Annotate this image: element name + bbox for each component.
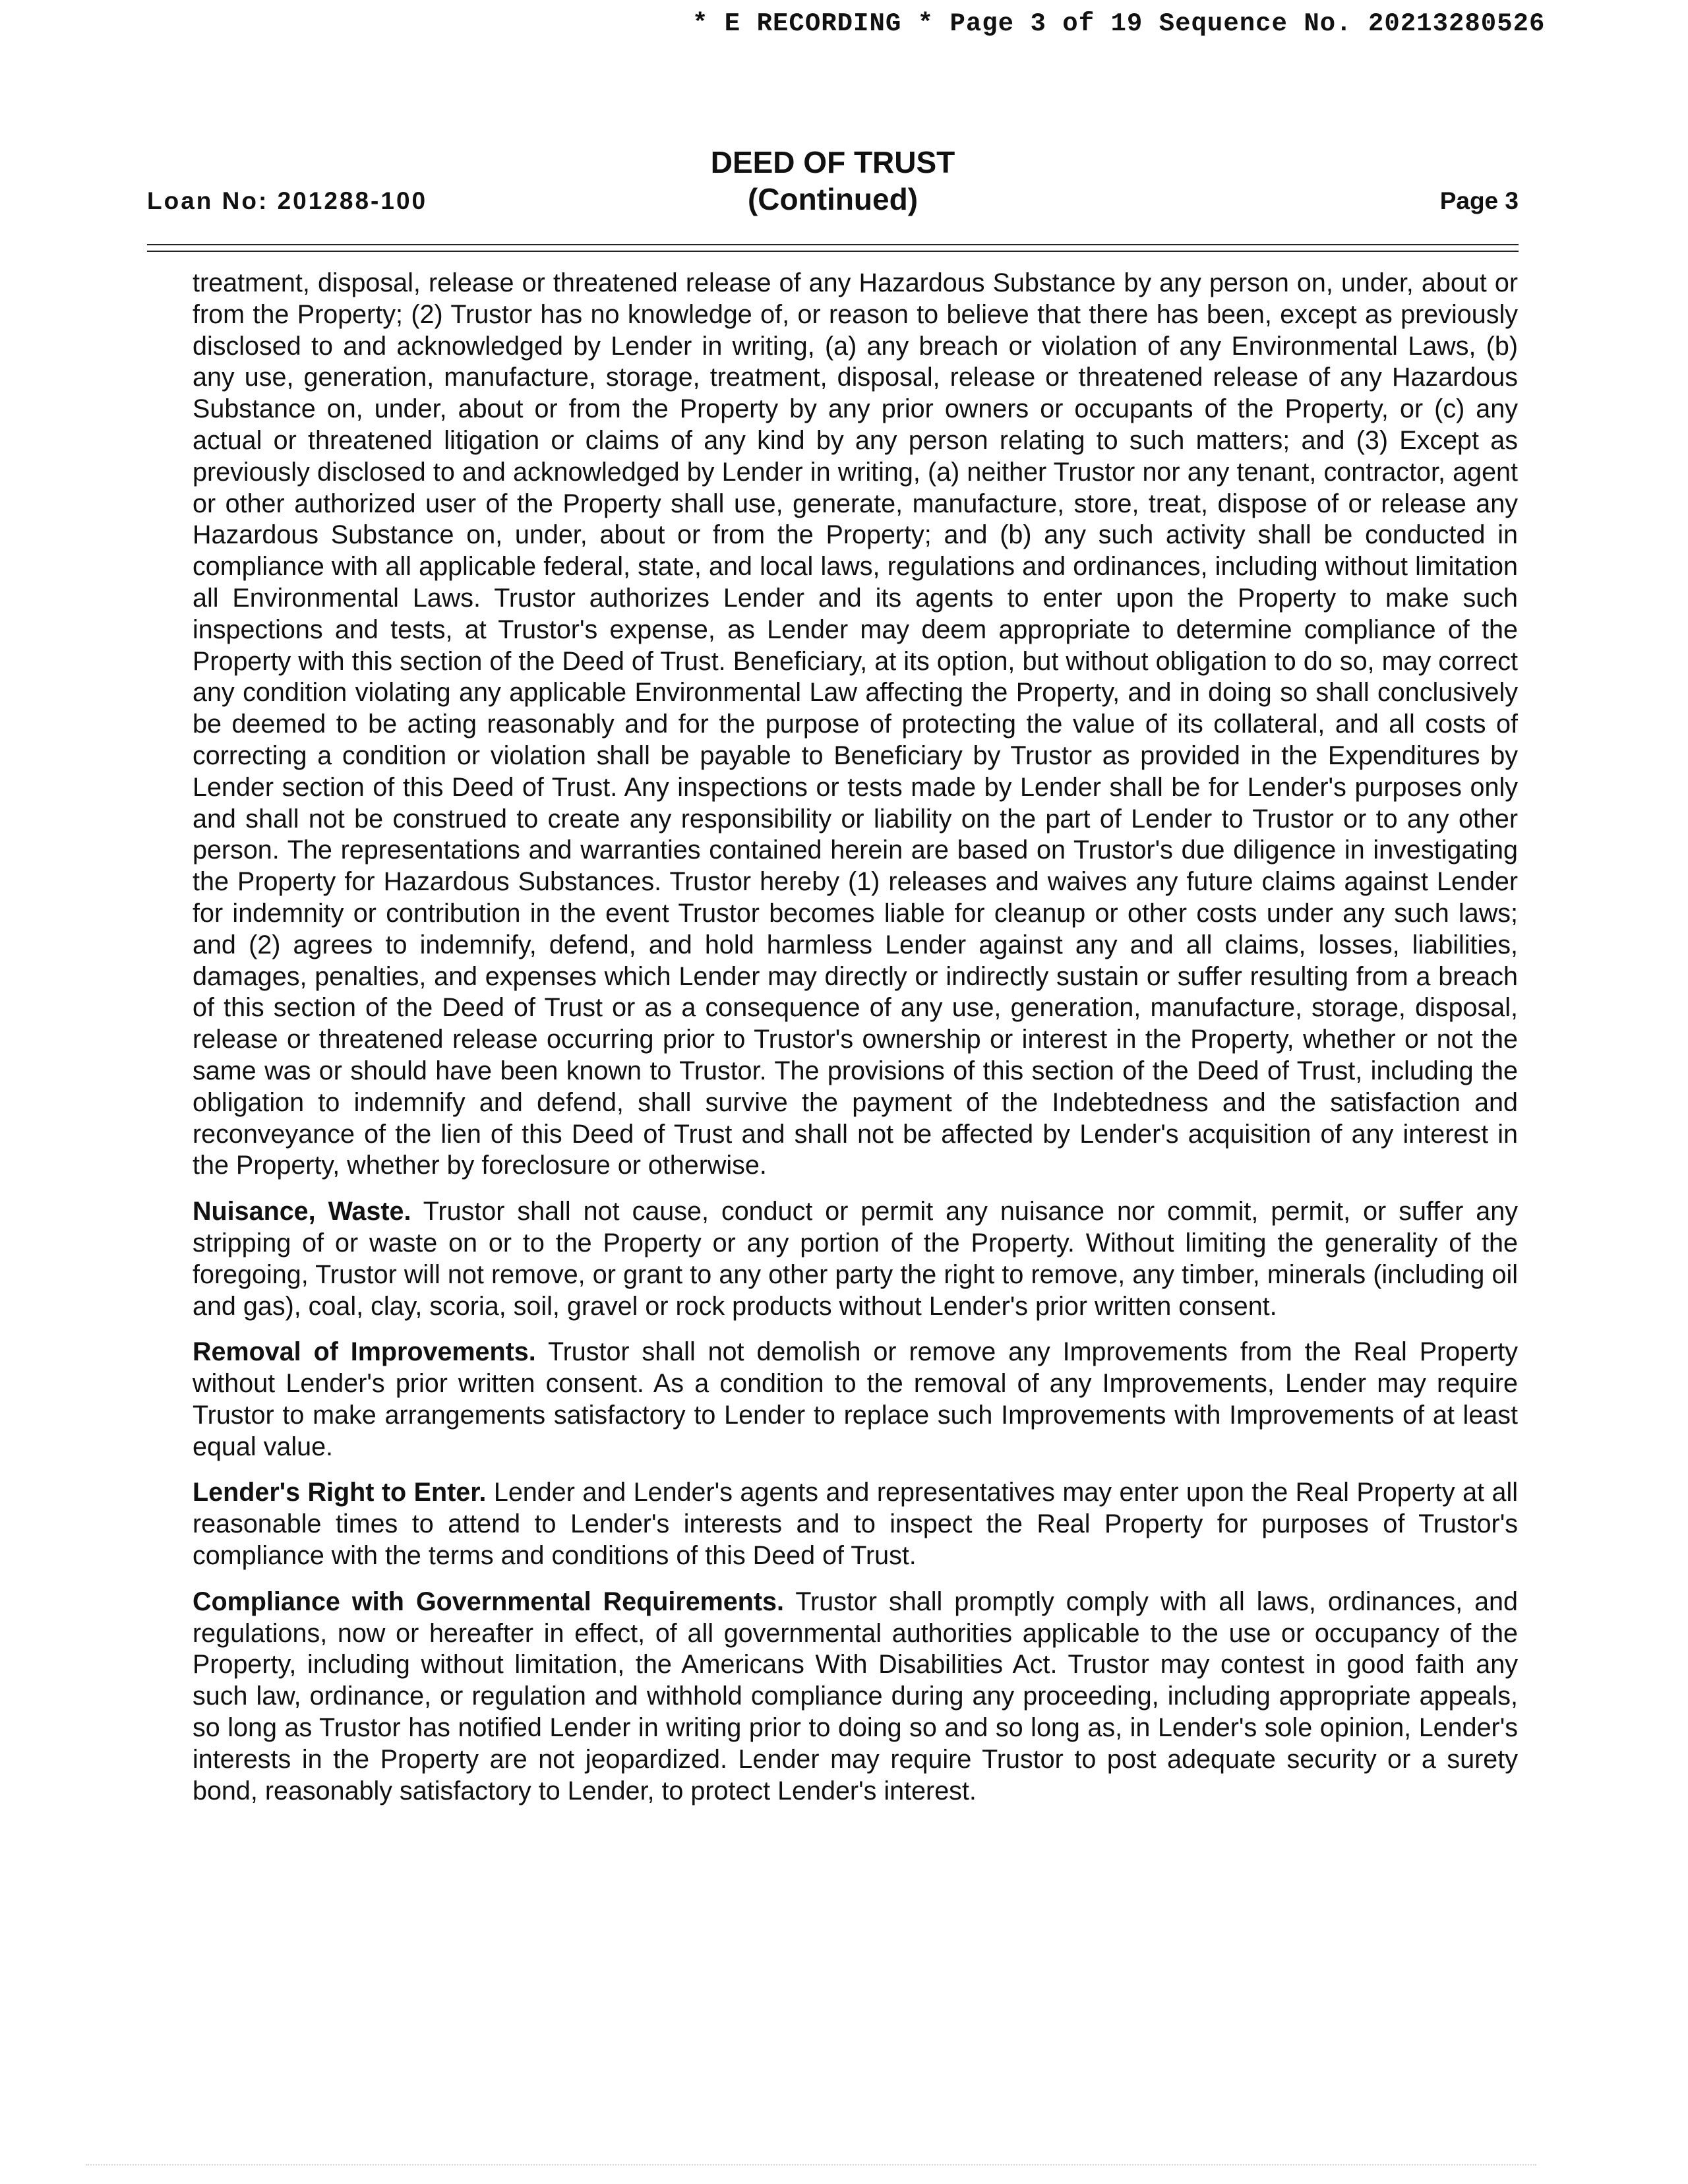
paragraph-text: Lender and Lender's agents and representatives may enter upon the Real Property at all reasonable times to attend to Lender's interests and to inspect the Real Property for purposes of Trustor's compliance with the terms and conditions of this Deed of Trust. — [193, 1478, 1518, 1571]
paragraph-text: Trustor shall not demolish or remove any Improvements from the Real Property without Lender's prior written consent. As a condition to the removal of any Improvements, Lender may require Trustor to make arrangements satisfactory to Lender to replace such Improvements with Improvements of at least equal value. — [193, 1337, 1518, 1461]
section-heading: Nuisance, Waste. — [193, 1197, 411, 1227]
page-number: Page 3 — [1439, 187, 1519, 214]
header-rule-bottom — [147, 251, 1519, 252]
recording-stamp: * E RECORDING * Page 3 of 19 Sequence No. 20213280526 — [692, 9, 1546, 38]
paragraph-removal-improvements — [193, 1337, 1518, 1463]
paragraph-environmental — [193, 268, 1518, 1182]
paragraph-right-to-enter — [193, 1477, 1518, 1571]
title-line-2: (Continued) — [747, 182, 919, 216]
header-rule-top — [147, 244, 1519, 245]
document-body — [193, 268, 1518, 1821]
title-line-1: DEED OF TRUST — [710, 145, 955, 179]
paragraph-governmental-requirements — [193, 1587, 1518, 1807]
section-heading: Compliance with Governmental Requirements. — [193, 1587, 784, 1616]
section-heading: Lender's Right to Enter. — [193, 1478, 487, 1507]
loan-number: Loan No: 201288-100 — [147, 187, 428, 214]
paragraph-text: treatment, disposal, release or threatened release of any Hazardous Substance by any person on, under, about or from the Property; (2) Trustor has no knowledge of, or reason to believe that there has been, except as previously disclosed to and acknowledged by Lender in writing, (a) any breach or violation of any Environmental Laws, (b) any use, generation, manufacture, storage, treatment, disposal, release or threatened release of any Hazardous Substance on, under, about or from the Property by any prior owners or occupants of the Property, or (c) any actual or threatened litigation or claims of any kind by any person relating to such matters; and (3) Except as previously disclosed to and acknowledged by Lender in writing, (a) neither Trustor nor any tenant, contractor, agent or other authorized user of the Property shall use, generate, manufacture, store, treat, dispose of or release any Hazardous Substance on, under, about or from the Property; and (b) any such activity shall be conducted in compliance with all applicable federal, state, and local laws, regulations and ordinances, including without limitation all Environmental Laws. Trustor authorizes Lender and its agents to enter upon the Property to make such inspections and tests, at Trustor's expense, as Lender may deem appropriate to determine compliance of the Property with this section of the Deed of Trust. Beneficiary, at its option, but without obligation to do so, may correct any condition violating any applicable Environmental Law affecting the Property, and in doing so shall conclusively be deemed to be acting reasonably and for the purpose of protecting the value of its collateral, and all costs of correcting a condition or violation shall be payable to Beneficiary by Trustor as provided in the Expenditures by Lender section of this Deed of Trust. Any inspections or tests made by Lender shall be for Lender's purposes only and shall not be construed to create any responsibility or liability on the part of Lender to Trustor or to any other person. The representations and warranties contained herein are based on Trustor's due diligence in investigating the Property for Hazardous Substances. Trustor hereby (1) releases and waives any future claims against Lender for indemnity or contribution in the event Trustor becomes liable for cleanup or other costs under any such laws; and (2) agrees to indemnify, defend, and hold harmless Lender against any and all claims, losses, liabilities, damages, penalties, and expenses which Lender may directly or indirectly sustain or suffer resulting from a breach of this section of the Deed of Trust or as a consequence of any use, generation, manufacture, storage, disposal, release or threatened release occurring prior to Trustor's ownership or interest in the Property, whether or not the same was or should have been known to Trustor. The provisions of this section of the Deed of Trust, including the obligation to indemnify and defend, shall survive the payment of the Indebtedness and the satisfaction and reconveyance of the lien of this Deed of Trust and shall not be affected by Lender's acquisition of any interest in the Property, whether by foreclosure or otherwise. — [193, 268, 1518, 1180]
section-heading: Removal of Improvements. — [193, 1337, 536, 1367]
scan-artifacts — [86, 2164, 1536, 2169]
paragraph-text: Trustor shall not cause, conduct or permit any nuisance nor commit, permit, or suffer any stripping of or waste on or to the Property or any portion of the Property. Without limiting the generality of the foregoing, Trustor will not remove, or grant to any other party the right to remove, any timber, minerals (including oil and gas), coal, clay, scoria, soil, gravel or rock products without Lender's prior written consent. — [193, 1197, 1518, 1321]
paragraph-nuisance-waste — [193, 1196, 1518, 1322]
paragraph-text: Trustor shall promptly comply with all laws, ordinances, and regulations, now or hereafter in effect, of all governmental authorities applicable to the use or occupancy of the Property, including without limitation, the Americans With Disabilities Act. Trustor may contest in good faith any such law, ordinance, or regulation and withhold compliance during any proceeding, including appropriate appeals, so long as Trustor has notified Lender in writing prior to doing so and so long as, in Lender's sole opinion, Lender's interests in the Property are not jeopardized. Lender may require Trustor to post adequate security or a surety bond, reasonably satisfactory to Lender, to protect Lender's interest. — [193, 1587, 1518, 1805]
document-title — [147, 144, 1519, 218]
document-header — [147, 144, 1519, 223]
